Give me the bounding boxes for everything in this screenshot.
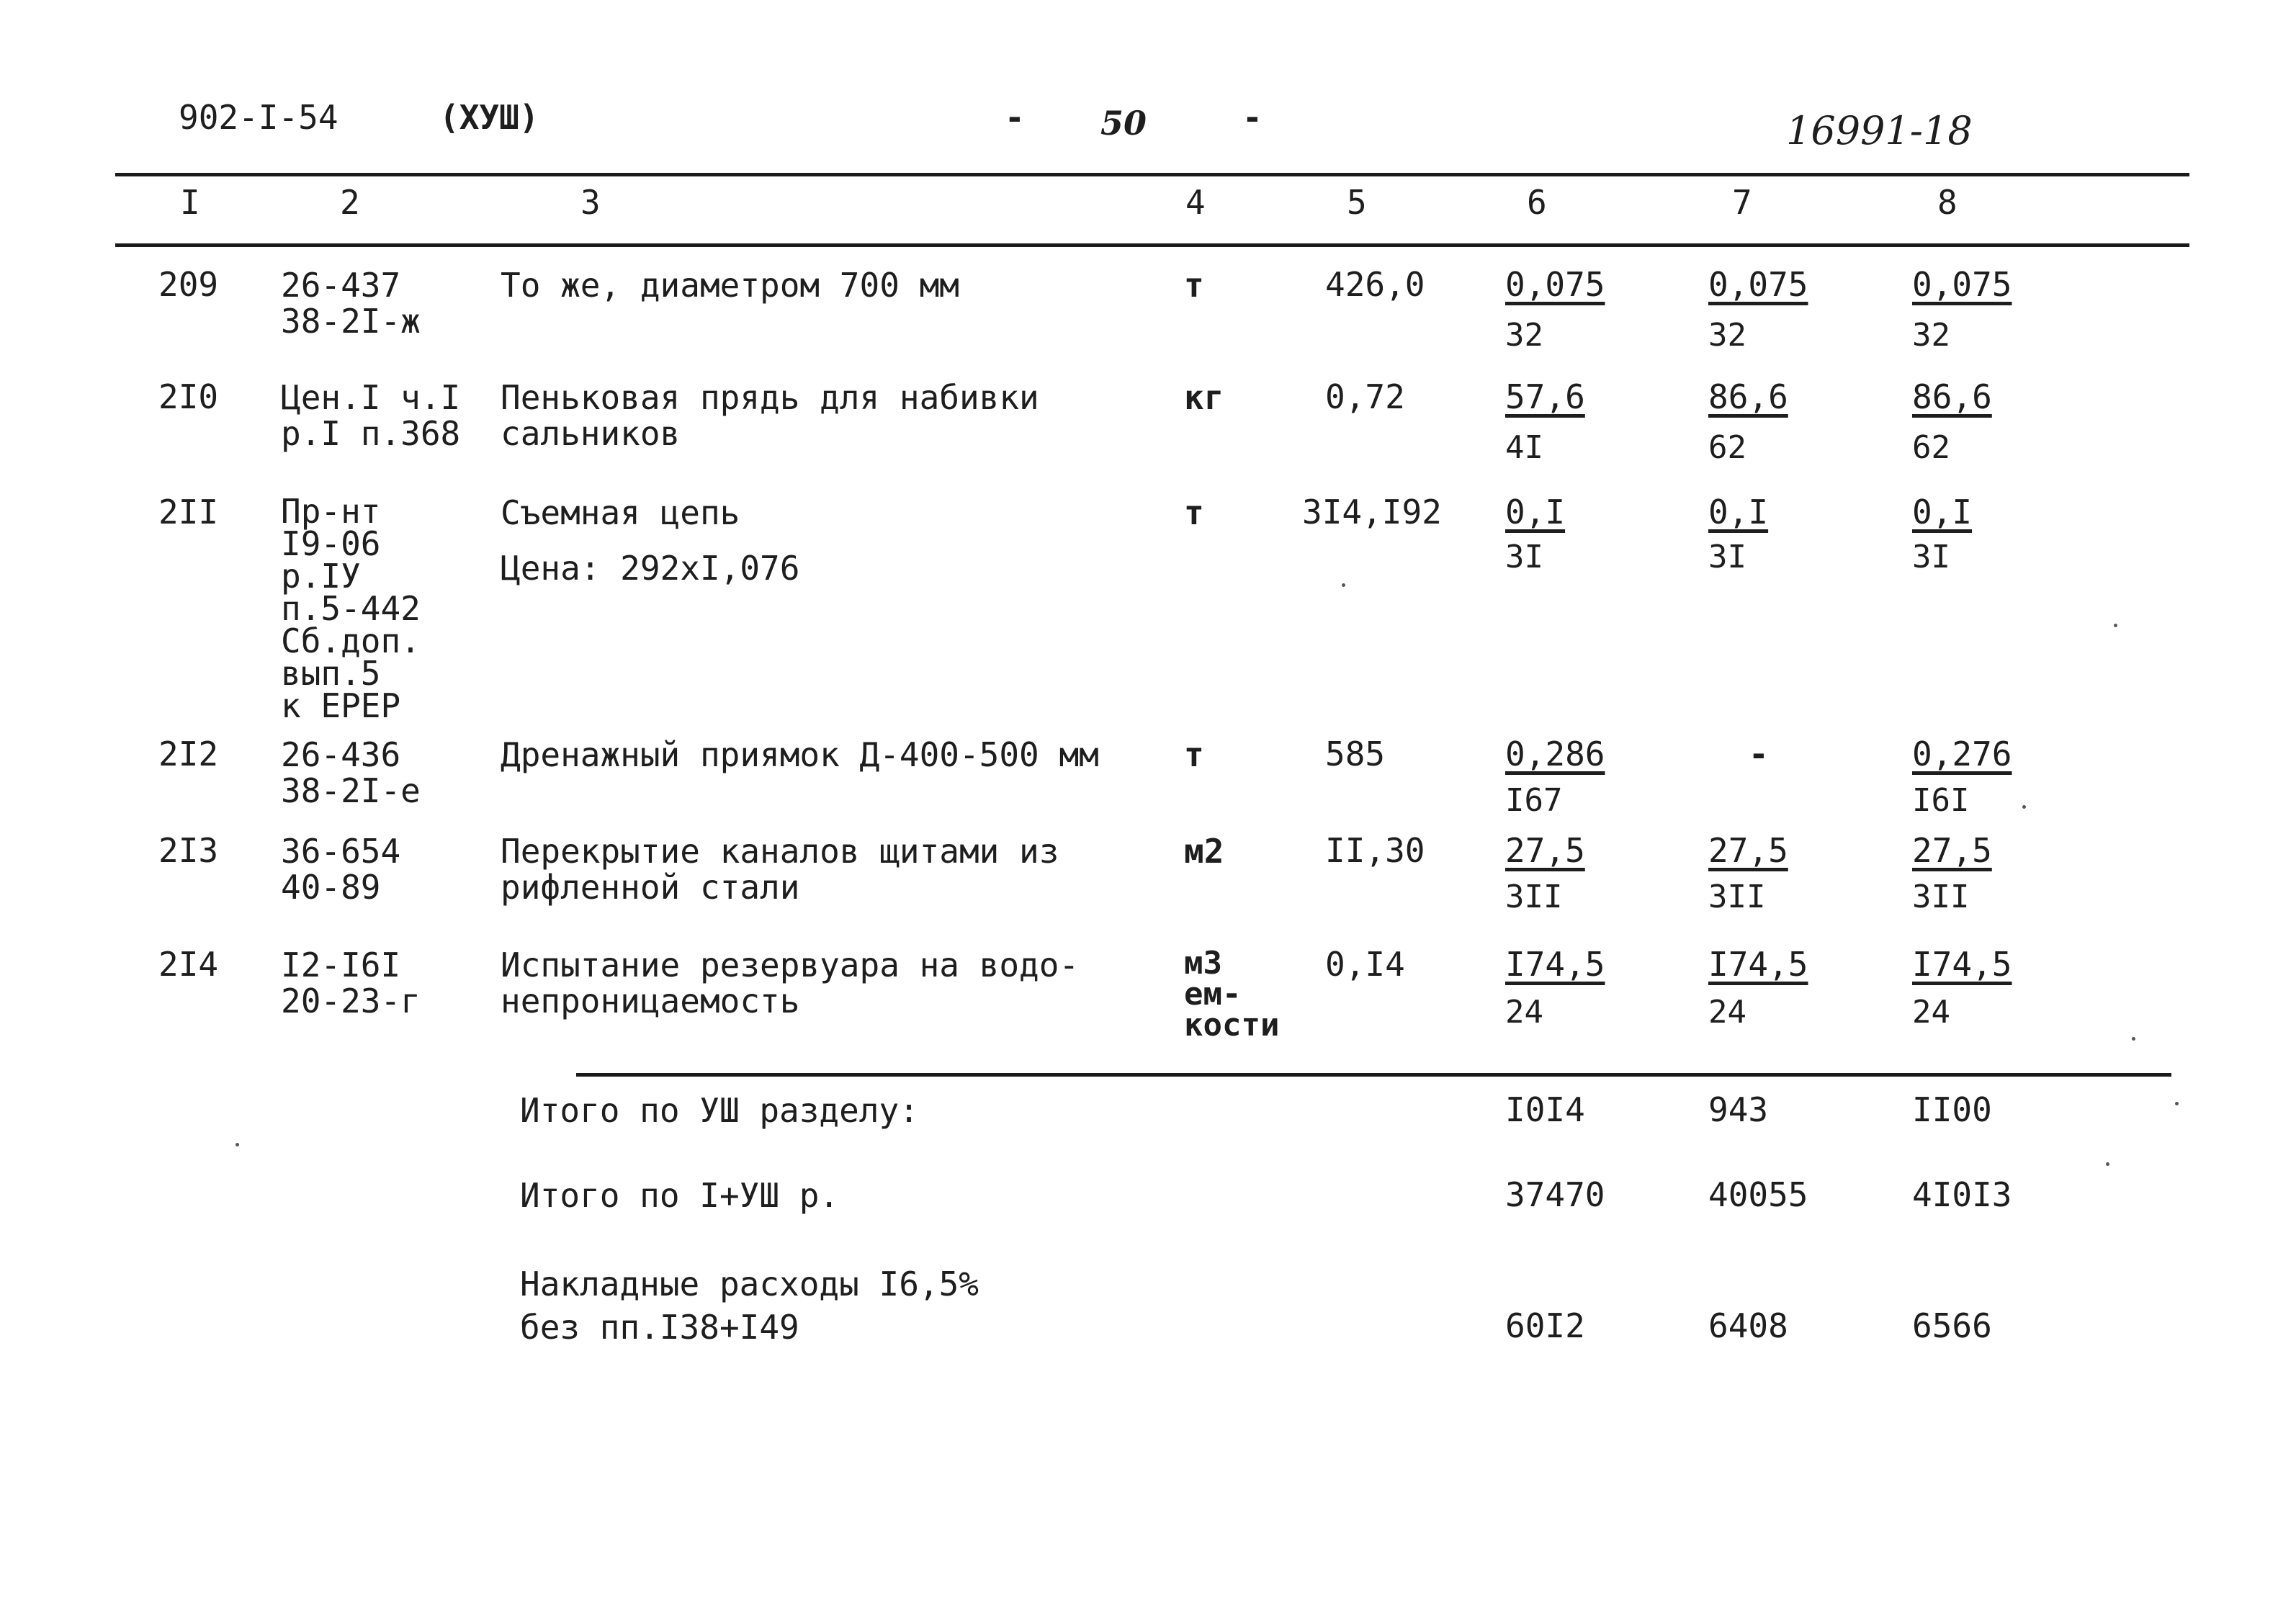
total-col7: 40055 <box>1708 1175 1808 1214</box>
col8-value: 0,276 <box>1912 735 2012 773</box>
column-number-1: I <box>180 183 200 222</box>
col6-value: 0,075 <box>1505 265 1605 304</box>
row-number: 2I3 <box>158 831 219 870</box>
total-col8: 4I0I3 <box>1912 1175 2012 1214</box>
rate-code: 26-436 38-2I-е <box>281 735 421 810</box>
unit: т <box>1184 266 1204 305</box>
col7-value: I74,5 <box>1708 945 1808 984</box>
col8-value: 0,075 <box>1912 265 2012 304</box>
col7-value: 0,I <box>1708 493 1769 531</box>
scan-speck <box>1342 583 1345 587</box>
item-name: Перекрытие каналов щитами из рифленной стали <box>501 832 1059 907</box>
col7-subvalue: 3II <box>1708 879 1766 915</box>
column-number-8: 8 <box>1937 183 1958 222</box>
col8-subvalue: 24 <box>1912 994 1950 1031</box>
row-number: 2I4 <box>158 945 219 984</box>
total-label: Итого по УШ разделу: <box>520 1091 919 1130</box>
total-col6: 60I2 <box>1505 1306 1585 1345</box>
col8-subvalue: 32 <box>1912 317 1950 354</box>
scan-speck <box>236 1143 239 1146</box>
unit-price: 426,0 <box>1325 265 1425 304</box>
page-dash-left: - <box>1005 98 1025 137</box>
unit-price: 0,72 <box>1325 377 1405 416</box>
price-note: Цена: 292хI,076 <box>501 549 800 588</box>
column-number-4: 4 <box>1185 183 1206 222</box>
item-name: Съемная цепь <box>501 493 740 532</box>
unit-price: 585 <box>1325 735 1386 773</box>
totals-rule <box>576 1073 2171 1077</box>
col7-subvalue: 62 <box>1708 429 1746 466</box>
scan-speck <box>2114 624 2117 627</box>
unit: кг <box>1184 378 1224 417</box>
col8-subvalue: 3II <box>1912 879 1970 915</box>
col8-subvalue: 3I <box>1912 539 1950 575</box>
section-label: (ХУШ) <box>439 98 539 137</box>
col6-subvalue: 32 <box>1505 317 1543 354</box>
col7-value: 27,5 <box>1708 831 1788 870</box>
overhead-label: Накладные расходы I6,5% без пп.I38+I49 <box>520 1265 979 1347</box>
col7-subvalue: 24 <box>1708 994 1746 1031</box>
col6-subvalue: 24 <box>1505 994 1543 1031</box>
col8-value: 86,6 <box>1912 377 1992 416</box>
row-number: 2II <box>158 493 219 531</box>
col7-value: - <box>1749 735 1769 773</box>
col6-subvalue: 3II <box>1505 879 1563 915</box>
scan-speck <box>2175 1102 2179 1105</box>
total-col7: 6408 <box>1708 1306 1788 1345</box>
rate-code: 26-437 38-2I-ж <box>281 266 421 341</box>
total-label: Итого по I+УШ р. <box>520 1176 840 1215</box>
col8-value: I74,5 <box>1912 945 2012 984</box>
col7-subvalue: 32 <box>1708 317 1746 354</box>
unit: т <box>1184 493 1204 532</box>
total-col7: 943 <box>1708 1090 1769 1129</box>
rate-code: 36-654 40-89 <box>281 832 401 907</box>
item-name: Пеньковая прядь для набивки сальников <box>501 378 1039 453</box>
col7-value: 0,075 <box>1708 265 1808 304</box>
document-code: 902-I-54 <box>179 98 338 137</box>
row-number: 2I0 <box>158 377 219 416</box>
col6-subvalue: 3I <box>1505 539 1543 575</box>
page-dash-right: - <box>1242 98 1263 137</box>
col6-subvalue: 4I <box>1505 429 1543 466</box>
col7-subvalue: 3I <box>1708 539 1746 575</box>
col6-value: 57,6 <box>1505 377 1585 416</box>
rate-code: I2-I6I 20-23-г <box>281 946 421 1020</box>
total-col8: 6566 <box>1912 1306 1992 1345</box>
page-number: 50 <box>1100 104 1147 143</box>
scan-speck <box>2022 805 2026 809</box>
col8-value: 0,I <box>1912 493 1973 531</box>
total-col8: II00 <box>1912 1090 1992 1129</box>
unit: м3 ем- кости <box>1184 945 1280 1044</box>
col6-subvalue: I67 <box>1505 782 1563 819</box>
unit-price: 0,I4 <box>1325 945 1405 984</box>
sheet-reference: 16991-18 <box>1786 108 1973 153</box>
unit-price: 3I4,I92 <box>1302 493 1442 531</box>
column-number-2: 2 <box>340 183 360 222</box>
table-top-rule <box>115 173 2189 176</box>
header-bottom-rule <box>115 243 2189 247</box>
col8-subvalue: I6I <box>1912 782 1970 819</box>
unit-price: II,30 <box>1325 831 1425 870</box>
col7-value: 86,6 <box>1708 377 1788 416</box>
item-name: То же, диаметром 700 мм <box>501 266 959 305</box>
item-name: Испытание резервуара на водо- непроницаемость <box>501 946 1080 1020</box>
unit: т <box>1184 735 1204 774</box>
col6-value: 0,I <box>1505 493 1566 531</box>
unit: м2 <box>1184 832 1224 871</box>
column-number-5: 5 <box>1347 183 1367 222</box>
col6-value: 0,286 <box>1505 735 1605 773</box>
total-col6: I0I4 <box>1505 1090 1585 1129</box>
column-number-3: 3 <box>580 183 601 222</box>
row-number: 2I2 <box>158 735 219 773</box>
item-name: Дренажный приямок Д-400-500 мм <box>501 735 1099 774</box>
scan-speck <box>2106 1162 2109 1166</box>
col8-value: 27,5 <box>1912 831 1992 870</box>
rate-code: Пр-нт I9-06 р.IУ п.5-442 Сб.доп. вып.5 к ЕРЕР <box>281 492 421 726</box>
scan-speck <box>2132 1037 2135 1041</box>
col6-value: I74,5 <box>1505 945 1605 984</box>
row-number: 209 <box>158 265 219 304</box>
column-number-6: 6 <box>1527 183 1547 222</box>
rate-code: Цен.I ч.I р.I п.368 <box>281 378 461 453</box>
col6-value: 27,5 <box>1505 831 1585 870</box>
total-col6: 37470 <box>1505 1175 1605 1214</box>
col8-subvalue: 62 <box>1912 429 1950 466</box>
column-number-7: 7 <box>1732 183 1752 222</box>
